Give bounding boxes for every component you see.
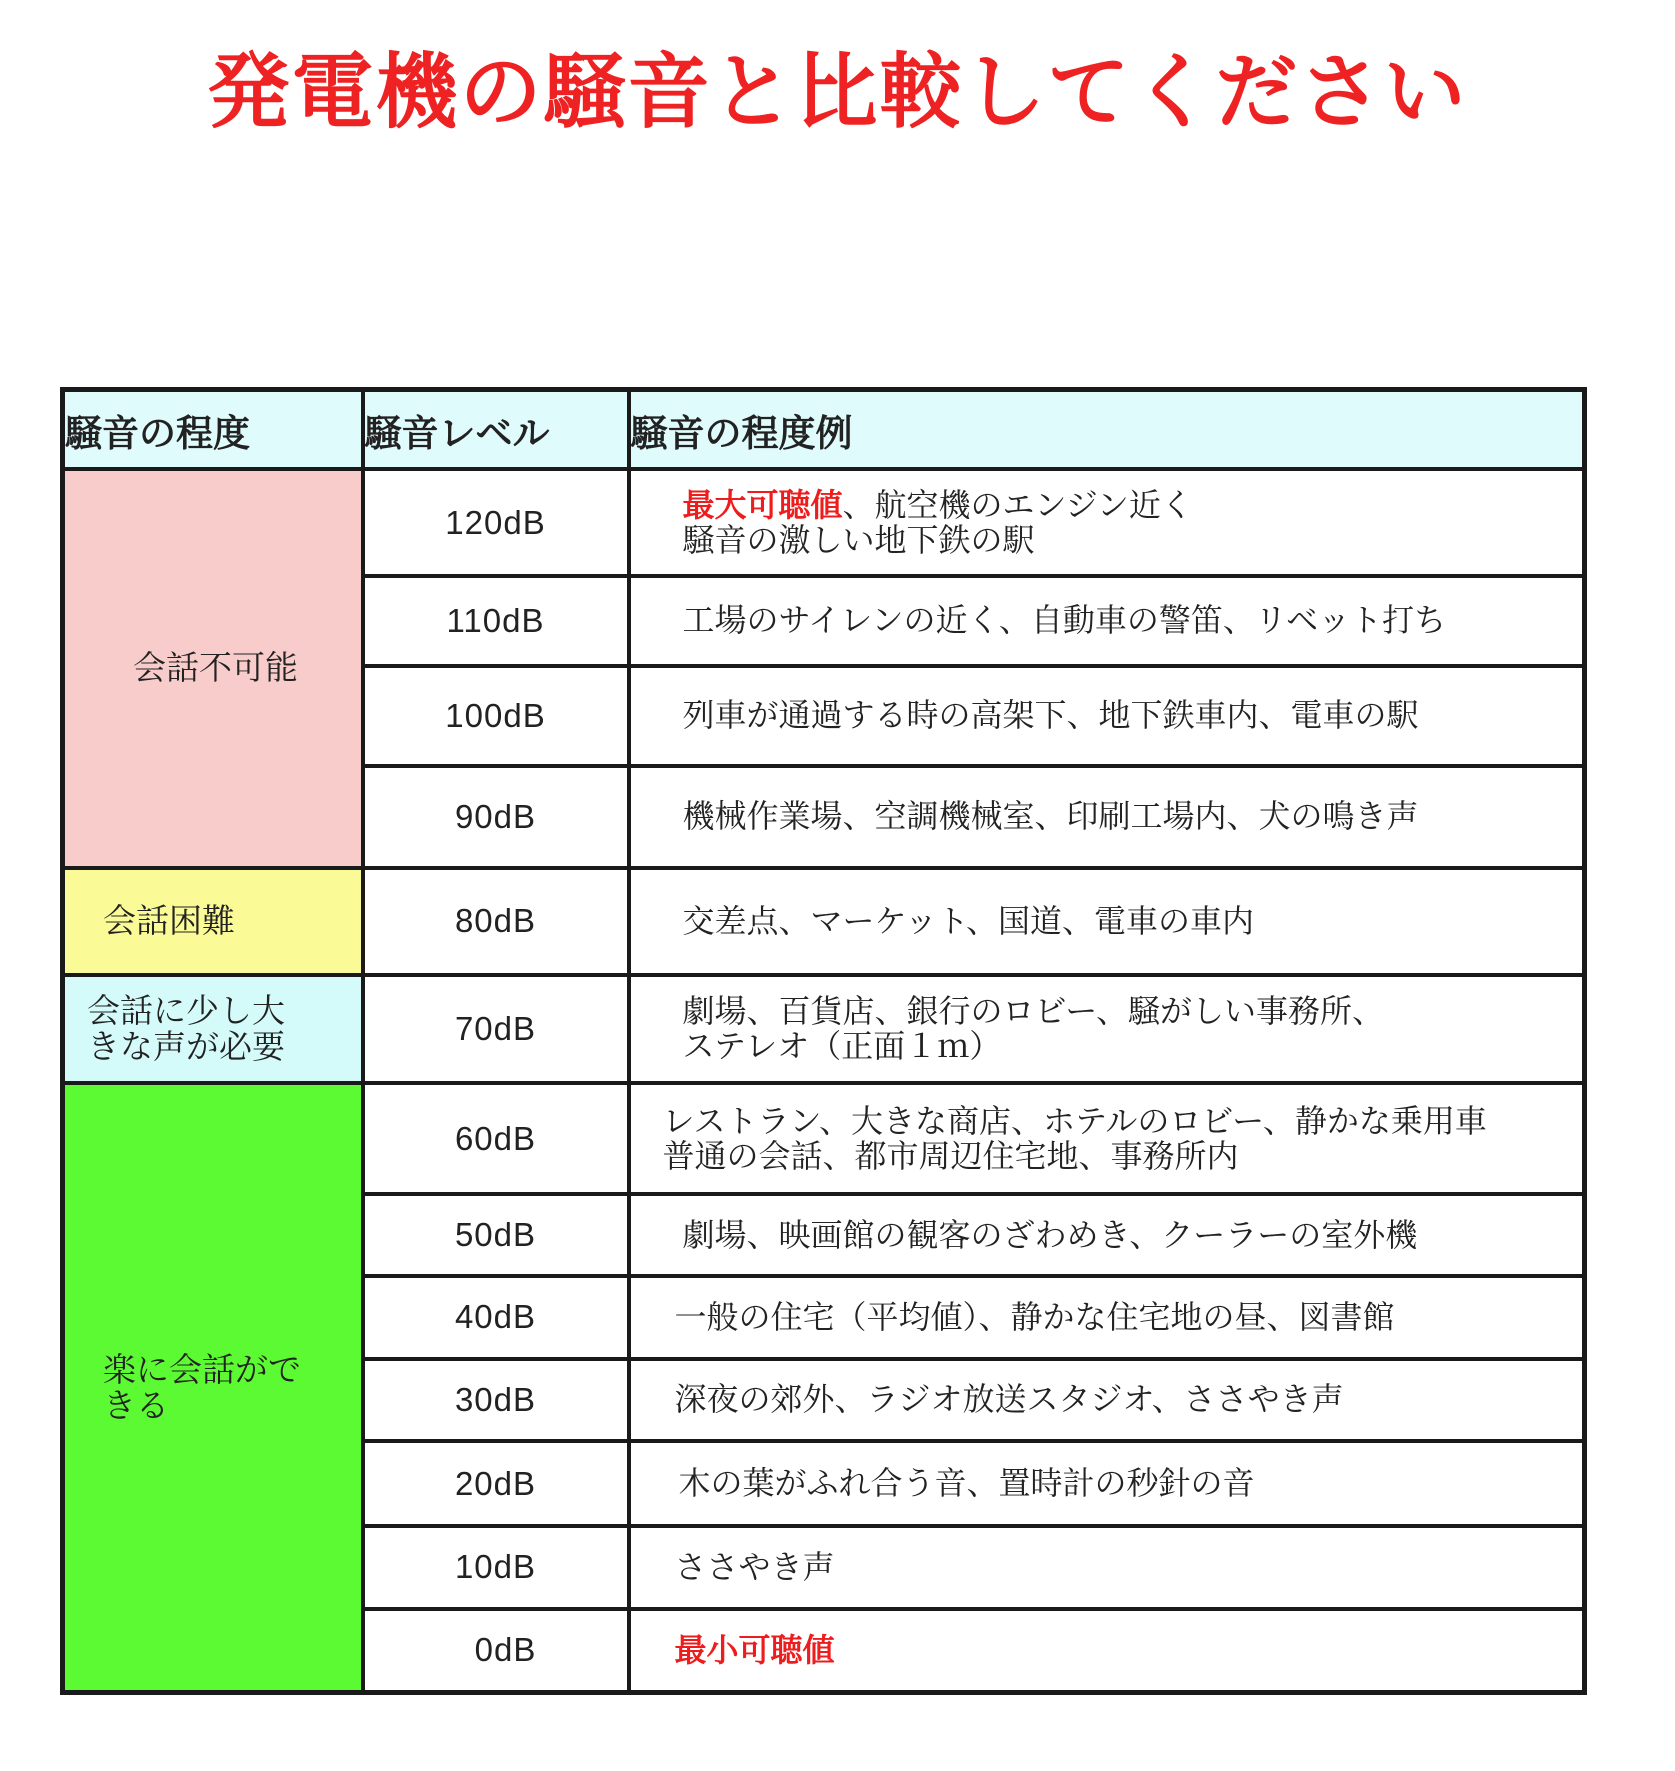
example-text: 劇場、百貨店、銀行のロビー、騒がしい事務所、 (682, 992, 1384, 1031)
min-audible-highlight: 最小可聴値 (674, 1630, 835, 1669)
level-cell: 20dB (363, 1441, 629, 1526)
category-slightly-louder (63, 975, 363, 1083)
example-cell: 劇場、映画館の観客のざわめき、クーラーの室外機 (629, 1194, 1585, 1276)
category-impossible: 会話不可能 (63, 469, 363, 867)
example-cell: 深夜の郊外、ラジオ放送スタジオ、ささやき声 (629, 1359, 1585, 1442)
level-cell: 0dB (363, 1609, 629, 1693)
level-cell: 90dB (363, 766, 629, 868)
table-row (63, 469, 1585, 576)
header-example: 騒音の程度例 (629, 390, 1585, 470)
level-cell: 120dB (363, 469, 629, 576)
level-cell: 40dB (363, 1276, 629, 1359)
example-cell: ささやき声 (629, 1526, 1585, 1609)
example-cell: 一般の住宅（平均値）、静かな住宅地の昼、図書館 (629, 1276, 1585, 1359)
level-cell: 110dB (363, 576, 629, 666)
noise-level-table (60, 387, 1587, 1695)
max-audible-highlight: 最大可聴値 (682, 485, 843, 524)
level-cell: 50dB (363, 1194, 629, 1276)
category-difficult: 会話困難 (63, 868, 363, 976)
example-cell (629, 1083, 1585, 1194)
table-header-row (63, 390, 1585, 470)
level-cell: 100dB (363, 666, 629, 766)
example-text: ステレオ（正面１ｍ） (682, 1027, 1002, 1066)
example-cell: 交差点、マーケット、国道、電車の車内 (629, 868, 1585, 976)
example-cell (629, 1609, 1585, 1693)
page-title: 発電機の騒音と比較してください (207, 45, 1468, 140)
level-cell: 60dB (363, 1083, 629, 1194)
table-row (63, 868, 1585, 976)
header-category: 騒音の程度 (63, 390, 363, 470)
category-easy-label: 楽に会話ができる (103, 1349, 301, 1425)
level-cell: 70dB (363, 975, 629, 1083)
level-cell: 10dB (363, 1526, 629, 1609)
example-cell: 工場のサイレンの近く、自動車の警笛、リベット打ち (629, 576, 1585, 666)
table-row (63, 1083, 1585, 1194)
example-cell: 木の葉がふれ合う音、置時計の秒針の音 (629, 1441, 1585, 1526)
level-cell: 80dB (363, 868, 629, 976)
example-cell: 機械作業場、空調機械室、印刷工場内、犬の鳴き声 (629, 766, 1585, 868)
table-row (63, 975, 1585, 1083)
example-text: レストラン、大きな商店、ホテルのロビー、静かな乗用車 (662, 1101, 1487, 1140)
example-cell (629, 975, 1585, 1083)
example-text: 普通の会話、都市周辺住宅地、事務所内 (662, 1136, 1239, 1175)
header-level: 騒音レベル (363, 390, 629, 470)
category-easy (63, 1083, 363, 1692)
example-text: 、航空機のエンジン近く (842, 485, 1193, 524)
level-cell: 30dB (363, 1359, 629, 1442)
category-slightly-louder-label: 会話に少し大きな声が必要 (87, 991, 285, 1067)
example-cell: 列車が通過する時の高架下、地下鉄車内、電車の駅 (629, 666, 1585, 766)
example-text: 騒音の激しい地下鉄の駅 (682, 520, 1035, 559)
example-cell (629, 469, 1585, 576)
